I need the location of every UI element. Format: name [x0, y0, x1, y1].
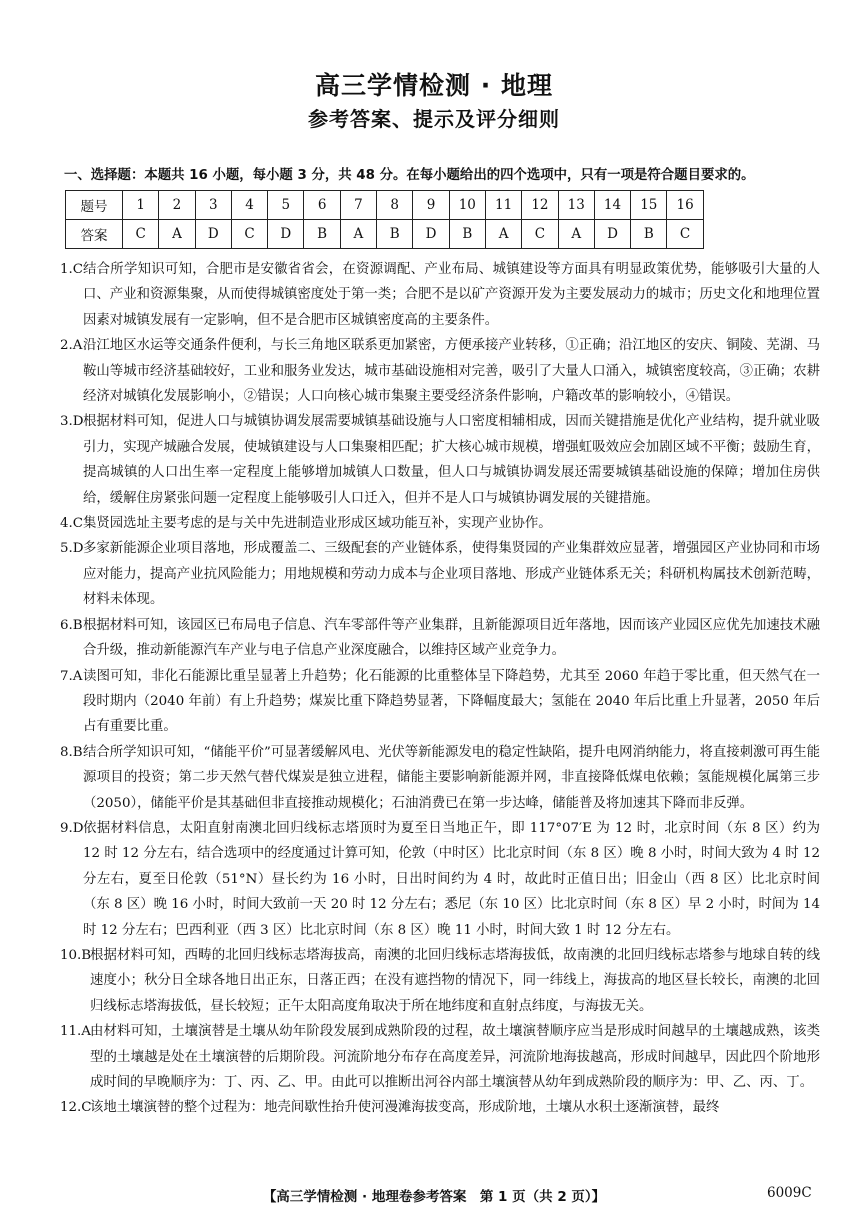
- explanation-list: [60, 257, 820, 1121]
- item-number: 7.A: [60, 668, 83, 684]
- item-text: 集贤园选址主要考虑的是与关中先进制造业形成区域功能互补，实现产业协作。: [83, 516, 552, 532]
- question-number-cell: 14: [594, 191, 630, 220]
- item-text: 根据材料可知，西畴的北回归线标志塔海拔高，南澳的北回归线标志塔海拔低，故南澳的北回归线标志塔参与地球自转的线速度小；秋分日全球各地日出正东，日落正西；在没有遮挡物的情况下，同一纬线上，海拔高的地区昼长较长，南澳的北回归线标志塔海拔低，昼长较短；正午太阳高度角取决于所在地纬度和直射点纬度，与海拔无关。: [90, 947, 820, 1014]
- question-number-cell: 10: [449, 191, 485, 220]
- answer-cell: B: [304, 220, 340, 249]
- explanation-item: [60, 333, 820, 409]
- answer-cell: A: [159, 220, 195, 249]
- question-number-cell: 15: [631, 191, 667, 220]
- explanation-item: [60, 536, 820, 612]
- item-number: 12.C: [60, 1100, 92, 1116]
- row-label-answers: 答案: [66, 220, 123, 249]
- question-number-cell: 5: [268, 191, 304, 220]
- item-text: 多家新能源企业项目落地，形成覆盖二、三级配套的产业链体系，使得集贤园的产业集群效应显著，增强园区产业协同和市场应对能力，提高产业抗风险能力；用地规模和劳动力成本与企业项目落地、形成产业链体系无关；科研机构属技术创新范畴，材料未体现。: [83, 541, 820, 608]
- item-number: 6.B: [60, 617, 83, 633]
- question-number-row: [66, 191, 704, 220]
- page-subtitle: 参考答案、提示及评分细则: [308, 107, 560, 131]
- answer-table: [65, 190, 704, 249]
- explanation-item: [60, 816, 820, 943]
- item-text: 结合所学知识可知，合肥市是安徽省省会，在资源调配、产业布局、城镇建设等方面具有明显政策优势，能够吸引大量的人口、产业和资源集聚，从而使得城镇密度处于第一类；合肥不是以矿产资源开发为主要发展动力的城市；历史文化和地理位置因素对城镇发展有一定影响，但不是合肥市区城镇密度高的主要条件。: [83, 262, 820, 328]
- item-number: 5.D: [60, 541, 84, 557]
- answer-cell: B: [449, 220, 485, 249]
- question-number-cell: 3: [195, 191, 231, 220]
- question-number-cell: 12: [522, 191, 558, 220]
- section-heading: 一、选择题：本题共 16 小题，每小题 3 分，共 48 分。在每小题给出的四个选项中，只有一项是符合题目要求的。: [64, 168, 755, 183]
- answer-cell: C: [123, 220, 159, 249]
- item-number: 3.D: [60, 414, 84, 430]
- item-number: 4.C: [60, 516, 84, 532]
- document-code: 6009C: [767, 1185, 812, 1201]
- item-text: 根据材料可知，该园区已布局电子信息、汽车零部件等产业集群，且新能源项目近年落地，因而该产业园区应优先加速技术融合升级，推动新能源汽车产业与电子信息产业深度融合，以维持区域产业竞争力。: [83, 617, 820, 659]
- item-number: 9.D: [60, 820, 84, 836]
- item-number: 8.B: [60, 744, 83, 760]
- answer-cell: A: [340, 220, 376, 249]
- question-number-cell: 6: [304, 191, 340, 220]
- question-number-cell: 9: [413, 191, 449, 220]
- answer-cell: A: [558, 220, 594, 249]
- explanation-item: [60, 1095, 820, 1120]
- question-number-cell: 13: [558, 191, 594, 220]
- item-text: 由材料可知，土壤演替是土壤从幼年阶段发展到成熟阶段的过程，故土壤演替顺序应当是形成时间越早的土壤越成熟，该类型的土壤越是处在土壤演替的后期阶段。河流阶地分布存在高度差异，河流阶地海拔越高，形成时间越早，因此四个阶地形成时间的早晚顺序为：丁、丙、乙、甲。由此可以推断出河谷内部土壤演替从幼年到成熟阶段的顺序为：甲、乙、丙、丁。: [90, 1024, 820, 1090]
- explanation-item: [60, 613, 820, 664]
- answer-cell: D: [413, 220, 449, 249]
- question-number-cell: 1: [123, 191, 159, 220]
- explanation-item: [60, 664, 820, 740]
- explanation-item: [60, 740, 820, 816]
- item-number: 10.B: [60, 947, 92, 963]
- explanation-item: [60, 943, 820, 1019]
- answer-cell: C: [231, 220, 267, 249]
- question-number-cell: 11: [485, 191, 521, 220]
- question-number-cell: 16: [667, 191, 703, 220]
- item-text: 根据材料可知，促进人口与城镇协调发展需要城镇基础设施与人口密度相辅相成，因而关键措施是优化产业结构，提升就业吸引力，实现产城融合发展，使城镇建设与人口集聚相匹配；扩大核心城市规模，增强虹吸效应会加剧区域不平衡；鼓励生育，提高城镇的人口出生率一定程度上能够增加城镇人口数量，但人口与城镇协调发展还需要城镇基础设施的保障；增加住房供给，缓解住房紧张问题一定程度上能够吸引人口迁入，但并不是人口与城镇协调发展的关键措施。: [83, 414, 820, 506]
- answer-row: [66, 220, 704, 249]
- item-text: 该地土壤演替的整个过程为：地壳间歇性抬升使河漫滩海拔变高，形成阶地，土壤从水积土逐渐演替，最终: [90, 1100, 720, 1116]
- answer-cell: A: [485, 220, 521, 249]
- item-number: 2.A: [60, 338, 83, 354]
- explanation-item: [60, 1019, 820, 1095]
- item-number: 11.A: [60, 1024, 91, 1040]
- answer-cell: C: [522, 220, 558, 249]
- item-text: 依据材料信息，太阳直射南澳北回归线标志塔顶时为夏至日当地正午，即 117°07′E 为 12 时，北京时间（东 8 区）约为 12 时 12 分左右，结合选项中的经度通过计算可知，伦敦（中时区）比北京时间（东 8 区）晚 8 小时，时间大致为 4 时 12 分左右，夏至日伦敦（51°N）昼长约为 16 小时，日出时间约为 4 时，故此时正值日出；旧金山（西 8 区）比北京时间（东 8 区）晚 16 小时，时间大致前一天 20 时 12 分左右；悉尼（东 10 区）比北京时间（东 8 区）早 2 小时，时间为 14 时 12 分左右；巴西利亚（西 3 区）比北京时间（东 8 区）晚 11 小时，时间大致 1 时 12 分左右。: [83, 820, 821, 938]
- page-title: 高三学情检测 · 地理: [315, 71, 553, 100]
- explanation-item: [60, 409, 820, 511]
- answer-cell: B: [631, 220, 667, 249]
- answer-cell: D: [195, 220, 231, 249]
- answer-cell: D: [268, 220, 304, 249]
- row-label-numbers: 题号: [66, 191, 123, 220]
- page-footer: 【高三学情检测 · 地理卷参考答案 第 1 页（共 2 页）】: [262, 1189, 606, 1205]
- question-number-cell: 7: [340, 191, 376, 220]
- question-number-cell: 2: [159, 191, 195, 220]
- explanation-item: [60, 257, 820, 333]
- item-text: 沿江地区水运等交通条件便利，与长三角地区联系更加紧密，方便承接产业转移，①正确；沿江地区的安庆、铜陵、芜湖、马鞍山等城市经济基础较好，工业和服务业发达，城市基础设施相对完善，吸引了大量人口涌入，城镇密度较高，③正确；农耕经济对城镇化发展影响小，②错误；人口向核心城市集聚主要受经济条件影响，户籍改革的影响较小，④错误。: [83, 338, 820, 405]
- item-text: 读图可知，非化石能源比重呈显著上升趋势；化石能源的比重整体呈下降趋势，尤其至 2060 年趋于零比重，但天然气在一段时期内（2040 年前）有上升趋势；煤炭比重下降趋势显著，下降幅度最大；氢能在 2040 年后比重上升显著，2050 年后占有重要比重。: [83, 668, 820, 735]
- item-number: 1.C: [60, 262, 84, 277]
- question-number-cell: 8: [377, 191, 413, 220]
- explanation-item: [60, 511, 820, 536]
- item-text: 结合所学知识可知，“储能平价”可显著缓解风电、光伏等新能源发电的稳定性缺陷，提升电网消纳能力，将直接刺激可再生能源项目的投资；第二步天然气替代煤炭是独立进程，储能主要影响新能源并网，非直接降低煤电依赖；氢能规模化属第三步（2050），储能平价是其基础但非直接推动规模化；石油消费已在第一步达峰，储能普及将加速其下降而非反弹。: [83, 744, 820, 811]
- answer-cell: D: [594, 220, 630, 249]
- answer-cell: C: [667, 220, 703, 249]
- answer-cell: B: [377, 220, 413, 249]
- question-number-cell: 4: [231, 191, 267, 220]
